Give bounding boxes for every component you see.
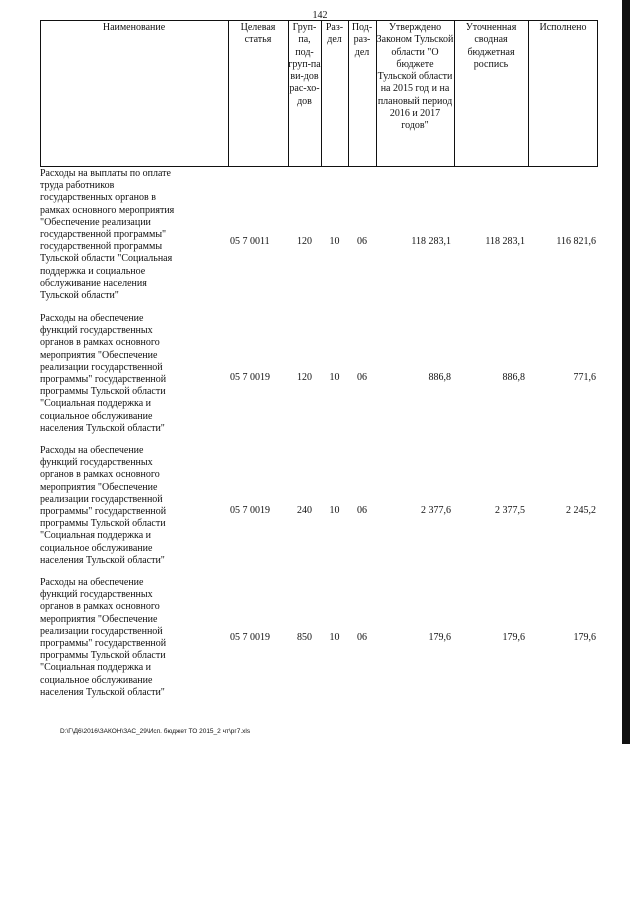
row-name: Расходы на выплаты по оплате труда работников государственных органов в рамках основного мероприятия "Обеспечение реализации государственной программы" государственной программы Тульской области "Социальная поддержка и социальное обслуживание населения Тульской области" xyxy=(40,168,175,302)
header-divider xyxy=(228,20,229,166)
row-subsection: 06 xyxy=(357,372,367,383)
header-section: Раз-дел xyxy=(325,22,344,46)
row-refined: 2 377,5 xyxy=(495,505,525,516)
row-expense-group: 120 xyxy=(297,372,312,383)
row-subsection: 06 xyxy=(357,632,367,643)
row-approved: 118 283,1 xyxy=(411,236,451,247)
header-expense-group: Груп-па, под-груп-па ви-дов рас-хо-дов xyxy=(288,22,321,107)
file-path-footer: D:\Г\Д6\2016\ЗАКОН\ЗАС_29\Исп. бюджет ТО 2015_2 чт\рг7.xls xyxy=(60,728,251,735)
row-section: 10 xyxy=(329,505,340,516)
header-divider xyxy=(528,20,529,166)
header-divider xyxy=(348,20,349,166)
header-executed: Исполнено xyxy=(539,22,587,33)
header-divider xyxy=(597,20,598,166)
page-number: 142 xyxy=(312,10,328,21)
header-top-rule xyxy=(40,20,598,21)
row-executed: 771,6 xyxy=(573,372,596,383)
row-section: 10 xyxy=(329,372,340,383)
header-refined: Уточненная сводная бюджетная роспись xyxy=(465,22,517,70)
header-divider xyxy=(321,20,322,166)
row-executed: 116 821,6 xyxy=(556,236,596,247)
row-target-article: 05 7 0019 xyxy=(230,505,270,516)
row-executed: 2 245,2 xyxy=(566,505,596,516)
row-refined: 179,6 xyxy=(502,632,525,643)
row-approved: 2 377,6 xyxy=(421,505,451,516)
header-name: Наименование xyxy=(102,22,166,33)
row-target-article: 05 7 0019 xyxy=(230,372,270,383)
row-name: Расходы на обеспечение функций государственных органов в рамках основного мероприятия "Обеспечение реализации государственной программы" государственной программы Тульской области "Социальная поддержка и социальное обслуживание населения Тульской области" xyxy=(40,313,167,434)
row-subsection: 06 xyxy=(357,236,367,247)
row-name: Расходы на обеспечение функций государственных органов в рамках основного мероприятия "Обеспечение реализации государственной программы" государственной программы Тульской области "Социальная поддержка и социальное обслуживание населения Тульской области" xyxy=(40,445,167,566)
row-expense-group: 850 xyxy=(297,632,312,643)
row-subsection: 06 xyxy=(357,505,367,516)
row-expense-group: 240 xyxy=(297,505,312,516)
row-section: 10 xyxy=(329,236,340,247)
header-divider xyxy=(376,20,377,166)
row-target-article: 05 7 0011 xyxy=(230,236,270,247)
header-divider xyxy=(40,20,41,166)
row-executed: 179,6 xyxy=(573,632,596,643)
header-bottom-rule xyxy=(40,166,598,167)
header-target-article: Целевая статья xyxy=(240,22,276,46)
header-approved: Утверждено Законом Тульской области "О бюджете Тульской области на 2015 год и на плановый период 2016 и 2017 годов" xyxy=(376,22,454,132)
row-approved: 886,8 xyxy=(428,372,451,383)
header-divider xyxy=(454,20,455,166)
row-section: 10 xyxy=(329,632,340,643)
header-divider xyxy=(288,20,289,166)
scan-edge-bar xyxy=(622,0,630,744)
row-target-article: 05 7 0019 xyxy=(230,632,270,643)
row-approved: 179,6 xyxy=(428,632,451,643)
row-refined: 886,8 xyxy=(502,372,525,383)
row-name: Расходы на обеспечение функций государственных органов в рамках основного мероприятия "Обеспечение реализации государственной программы" государственной программы Тульской области "Социальная поддержка и социальное обслуживание населения Тульской области" xyxy=(40,577,167,698)
row-refined: 118 283,1 xyxy=(485,236,525,247)
header-subsection: Под-раз-дел xyxy=(351,22,373,58)
row-expense-group: 120 xyxy=(297,236,312,247)
